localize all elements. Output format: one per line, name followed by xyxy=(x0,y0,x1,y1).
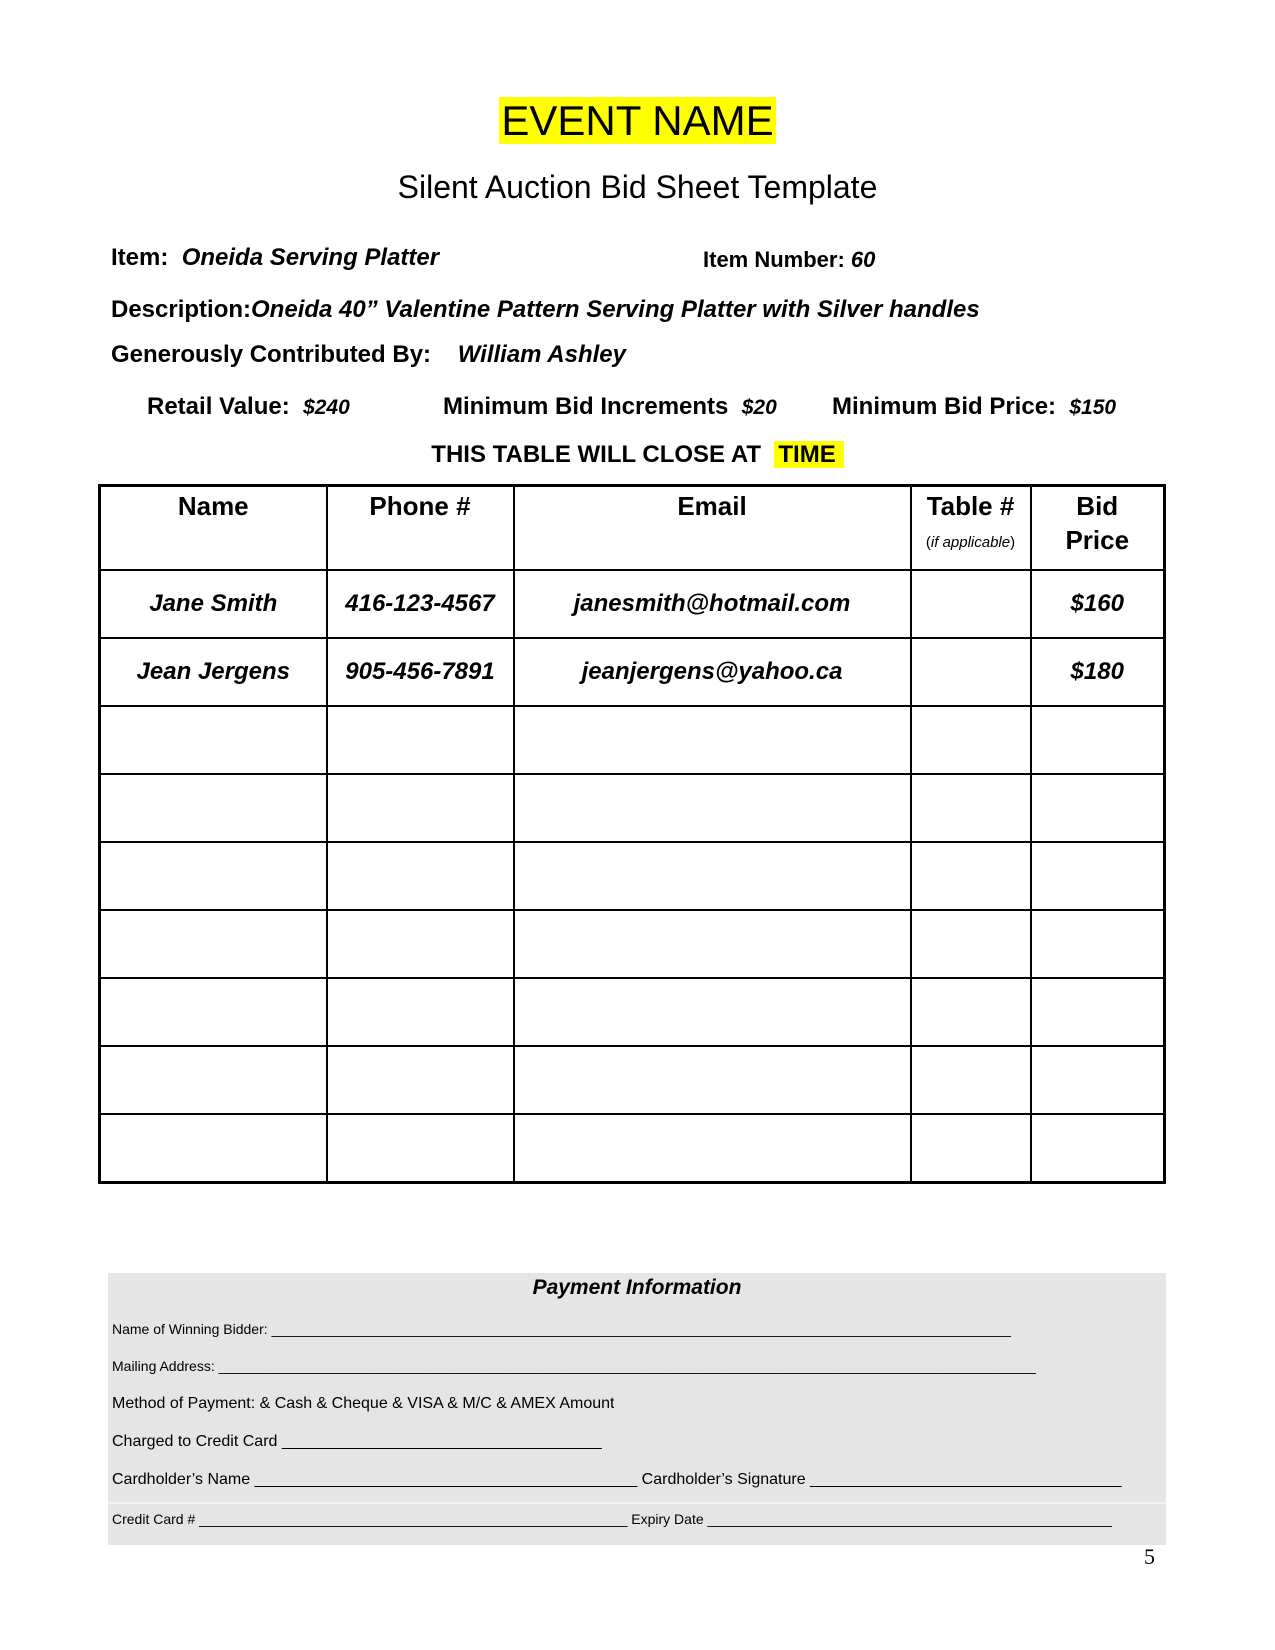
bidder-phone-cell[interactable]: 416-123-4567 xyxy=(327,570,514,638)
min-increment-value: $20 xyxy=(741,396,777,419)
bidder-name-cell[interactable] xyxy=(100,774,327,842)
column-header-bid-price xyxy=(1031,486,1165,571)
description-value: Oneida 40” Valentine Pattern Serving Platter with Silver handles xyxy=(251,296,980,323)
table-number-label: Table # xyxy=(926,491,1015,521)
item-field xyxy=(111,243,439,273)
min-increment-label: Minimum Bid Increments xyxy=(443,393,729,420)
bidder-table-number-cell[interactable] xyxy=(911,638,1031,706)
payment-title: Payment Information xyxy=(532,1276,742,1299)
credit-card-number-field[interactable]: Credit Card # _______________________________________________________ Expiry Date ____________________________________________________ xyxy=(112,1511,1113,1527)
bidder-phone-cell[interactable]: 905-456-7891 xyxy=(327,638,514,706)
bidder-email-cell[interactable] xyxy=(514,978,911,1046)
document-subtitle: Silent Auction Bid Sheet Template xyxy=(397,169,878,205)
bid-price-cell[interactable] xyxy=(1031,978,1165,1046)
bidder-name-cell[interactable] xyxy=(100,910,327,978)
table-number-note: (if applicable) xyxy=(925,534,1016,551)
bidder-table-number-cell[interactable] xyxy=(911,570,1031,638)
bid-price-label-line1: Bid xyxy=(1076,491,1119,521)
bidder-phone-cell[interactable] xyxy=(327,1114,514,1183)
bidder-email-cell[interactable] xyxy=(514,774,911,842)
bidder-email-cell[interactable] xyxy=(514,706,911,774)
item-number-value: 60 xyxy=(850,247,876,272)
bid-price-cell[interactable]: $160 xyxy=(1031,570,1165,638)
close-time: TIME xyxy=(774,441,843,468)
bid-row xyxy=(100,978,1165,1046)
bid-price-cell[interactable] xyxy=(1031,842,1165,910)
bidder-table-number-cell[interactable] xyxy=(911,706,1031,774)
column-header-email: Email xyxy=(514,486,911,571)
bidder-name-cell[interactable]: Jane Smith xyxy=(100,570,327,638)
bid-row xyxy=(100,774,1165,842)
min-bid-field xyxy=(832,392,1116,423)
bid-row xyxy=(100,638,1165,706)
bidder-email-cell[interactable]: janesmith@hotmail.com xyxy=(514,570,911,638)
bid-price-cell[interactable] xyxy=(1031,910,1165,978)
payment-information-box xyxy=(108,1273,1166,1545)
bid-price-cell[interactable] xyxy=(1031,774,1165,842)
credit-card-amount-field[interactable]: Charged to Credit Card ____________________________________ xyxy=(112,1433,603,1450)
bidder-phone-cell[interactable] xyxy=(327,706,514,774)
contributor-label: Generously Contributed By: xyxy=(111,341,432,368)
bid-row xyxy=(100,910,1165,978)
bidder-name-cell[interactable] xyxy=(100,1046,327,1114)
event-name-heading xyxy=(0,96,1275,146)
close-text: THIS TABLE WILL CLOSE AT xyxy=(431,441,762,468)
bidder-phone-cell[interactable] xyxy=(327,1046,514,1114)
table-close-notice xyxy=(0,440,1275,470)
bidder-phone-cell[interactable] xyxy=(327,978,514,1046)
bid-price-cell[interactable]: $180 xyxy=(1031,638,1165,706)
winning-bidder-field[interactable]: Name of Winning Bidder: _______________________________________________________________________________________________ xyxy=(112,1321,1012,1337)
bid-price-label-line2: Price xyxy=(1065,525,1130,555)
bid-row xyxy=(100,1114,1165,1183)
description-field xyxy=(111,295,980,325)
item-value: Oneida Serving Platter xyxy=(181,244,440,271)
bid-row xyxy=(100,706,1165,774)
bid-row xyxy=(100,570,1165,638)
bidder-email-cell[interactable] xyxy=(514,1114,911,1183)
bidder-name-cell[interactable] xyxy=(100,1114,327,1183)
bid-price-cell[interactable] xyxy=(1031,1046,1165,1114)
bidder-name-cell[interactable]: Jean Jergens xyxy=(100,638,327,706)
bidder-phone-cell[interactable] xyxy=(327,842,514,910)
payment-method-field[interactable]: Method of Payment: & Cash & Cheque & VISA & M/C & AMEX Amount xyxy=(112,1395,615,1412)
retail-value-field xyxy=(147,392,350,423)
bidder-name-cell[interactable] xyxy=(100,978,327,1046)
bid-table xyxy=(98,484,1166,1184)
retail-value-label: Retail Value: xyxy=(147,393,290,420)
cardholder-field[interactable]: Cardholder’s Name ___________________________________________ Cardholder’s Signature ___________________________________ xyxy=(112,1471,1122,1488)
retail-value: $240 xyxy=(303,396,350,419)
bidder-email-cell[interactable] xyxy=(514,1046,911,1114)
min-increment-field xyxy=(443,392,777,423)
mailing-address-field[interactable]: Mailing Address: _________________________________________________________________________________________________________ xyxy=(112,1358,1037,1374)
bid-price-cell[interactable] xyxy=(1031,1114,1165,1183)
description-label: Description: xyxy=(111,296,252,323)
page-number: 5 xyxy=(1144,1544,1155,1569)
bidder-name-cell[interactable] xyxy=(100,842,327,910)
bid-table-header-row xyxy=(100,486,1165,571)
bidder-table-number-cell[interactable] xyxy=(911,1114,1031,1183)
column-header-table-number xyxy=(911,486,1031,571)
item-number-field xyxy=(703,245,875,275)
bidder-email-cell[interactable] xyxy=(514,910,911,978)
item-number-label: Item Number: xyxy=(703,247,845,272)
event-name: EVENT NAME xyxy=(501,97,774,144)
bidder-table-number-cell[interactable] xyxy=(911,774,1031,842)
column-header-phone: Phone # xyxy=(327,486,514,571)
contributor-field xyxy=(111,340,626,370)
bidder-table-number-cell[interactable] xyxy=(911,1046,1031,1114)
bidder-email-cell[interactable] xyxy=(514,842,911,910)
column-header-name: Name xyxy=(100,486,327,571)
contributor-value: William Ashley xyxy=(457,341,626,368)
bidder-table-number-cell[interactable] xyxy=(911,910,1031,978)
min-bid-value: $150 xyxy=(1069,396,1117,419)
bidder-table-number-cell[interactable] xyxy=(911,842,1031,910)
bid-row xyxy=(100,1046,1165,1114)
bidder-email-cell[interactable]: jeanjergens@yahoo.ca xyxy=(514,638,911,706)
payment-divider xyxy=(108,1502,1166,1504)
bidder-phone-cell[interactable] xyxy=(327,910,514,978)
bidder-table-number-cell[interactable] xyxy=(911,978,1031,1046)
bid-price-cell[interactable] xyxy=(1031,706,1165,774)
bidder-name-cell[interactable] xyxy=(100,706,327,774)
min-bid-label: Minimum Bid Price: xyxy=(832,393,1057,420)
item-label: Item: xyxy=(111,244,169,271)
bidder-phone-cell[interactable] xyxy=(327,774,514,842)
bid-row xyxy=(100,842,1165,910)
